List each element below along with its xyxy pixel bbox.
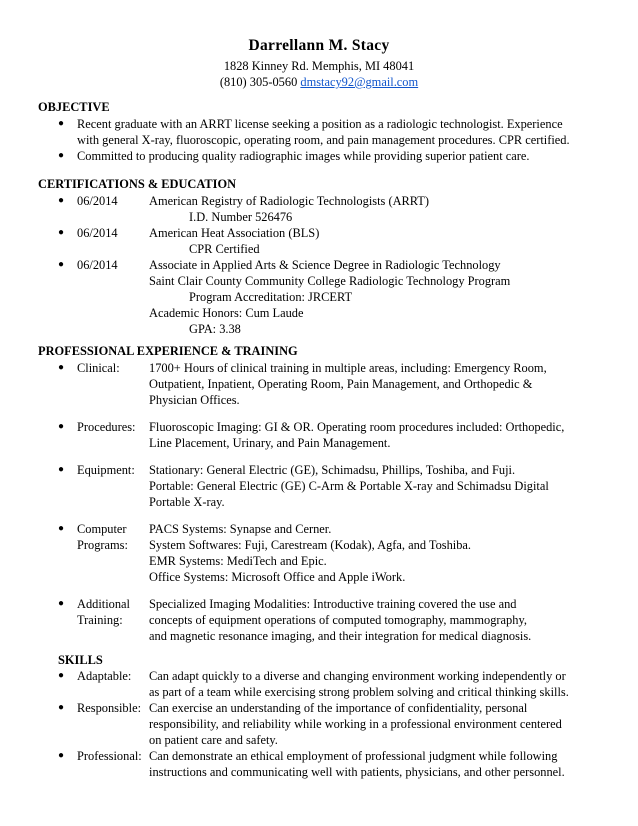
experience-line: PACS Systems: Synapse and Cerner. [149,522,332,536]
experience-line: Office Systems: Microsoft Office and Apple iWork. [149,570,406,584]
cert-date: 06/2014 [77,194,118,208]
skill-label: Responsible: [77,701,142,715]
cert-title: American Heat Association (BLS) [149,226,320,240]
skill-line: responsibility, and reliability while working in a professional environment centered [149,717,562,731]
experience-line: Portable X-ray. [149,495,225,509]
bullet-icon: ● [58,750,65,761]
skill-line: Can adapt quickly to a diverse and changing environment working independently or [149,669,566,683]
cert-honors: Academic Honors: Cum Laude [149,306,304,320]
cert-title: Associate in Applied Arts & Science Degree in Radiologic Technology [149,258,501,272]
experience-line: Line Placement, Urinary, and Pain Management. [149,436,391,450]
experience-line: Fluoroscopic Imaging: GI & OR. Operating room procedures included: Orthopedic, [149,420,565,434]
bullet-icon: ● [58,259,65,270]
address: 1828 Kinney Rd. Memphis, MI 48041 [223,59,415,73]
experience-heading: PROFESSIONAL EXPERIENCE & TRAINING [38,344,298,358]
experience-label: Clinical: [77,361,120,375]
skill-line: instructions and communicating well with patients, physicians, and other personnel. [149,765,565,779]
email-link[interactable]: dmstacy92@gmail.com [300,75,419,89]
bullet-icon: ● [58,670,65,681]
skill-line: Can exercise an understanding of the importance of confidentiality, personal [149,701,528,715]
experience-line: Portable: General Electric (GE) C-Arm & Portable X-ray and Schimadsu Digital [149,479,549,493]
experience-label: Procedures: [77,420,136,434]
experience-line: EMR Systems: MediTech and Epic. [149,554,327,568]
bullet-icon: ● [58,362,65,373]
cert-date: 06/2014 [77,258,118,272]
bullet-icon: ● [58,421,65,432]
skill-line: on patient care and safety. [149,733,278,747]
certifications-heading: CERTIFICATIONS & EDUCATION [38,177,237,191]
experience-line: Stationary: General Electric (GE), Schimadsu, Phillips, Toshiba, and Fuji. [149,463,516,477]
objective-line: Recent graduate with an ARRT license seeking a position as a radiologic technologist. Experience [77,117,563,131]
cert-title: American Registry of Radiologic Technologists (ARRT) [149,194,429,208]
skill-line: as part of a team while exercising strong problem solving and critical thinking skills. [149,685,569,699]
experience-line: and magnetic resonance imaging, and their integration for medical diagnosis. [149,629,532,643]
bullet-icon: ● [58,118,65,129]
experience-line: Physician Offices. [149,393,240,407]
experience-line: Outpatient, Inpatient, Operating Room, Pain Management, and Orthopedic & [149,377,533,391]
experience-label: Additional [77,597,130,611]
bullet-icon: ● [58,523,65,534]
cert-gpa: GPA: 3.38 [189,322,241,336]
experience-label: Equipment: [77,463,135,477]
contact-line [0,74,638,90]
objective-heading: OBJECTIVE [38,100,110,114]
cert-date: 06/2014 [77,226,118,240]
bullet-icon: ● [58,598,65,609]
phone: (810) 305-0560 [219,75,298,89]
bullet-icon: ● [58,150,65,161]
experience-line: Specialized Imaging Modalities: Introductive training covered the use and [149,597,517,611]
experience-line: 1700+ Hours of clinical training in multiple areas, including: Emergency Room, [149,361,547,375]
skill-line: Can demonstrate an ethical employment of professional judgment while following [149,749,558,763]
experience-label: Programs: [77,538,128,552]
skill-label: Professional: [77,749,142,763]
experience-line: concepts of equipment operations of computed tomography, mammography, [149,613,527,627]
objective-line: with general X-ray, fluoroscopic, operating room, and pain management procedures. CPR certified. [77,133,570,147]
cert-school: Saint Clair County Community College Radiologic Technology Program [149,274,511,288]
bullet-icon: ● [58,227,65,238]
experience-label: Training: [77,613,123,627]
bullet-icon: ● [58,195,65,206]
skills-heading: SKILLS [58,653,103,667]
cert-detail: CPR Certified [189,242,260,256]
objective-line: Committed to producing quality radiographic images while providing superior patient care. [77,149,530,163]
bullet-icon: ● [58,464,65,475]
experience-line: System Softwares: Fuji, Carestream (Kodak), Agfa, and Toshiba. [149,538,472,552]
cert-detail: Program Accreditation: JRCERT [189,290,353,304]
candidate-name: Darrellann M. Stacy [248,37,390,54]
bullet-icon: ● [58,702,65,713]
experience-label: Computer [77,522,127,536]
skill-label: Adaptable: [77,669,132,683]
cert-detail: I.D. Number 526476 [189,210,293,224]
